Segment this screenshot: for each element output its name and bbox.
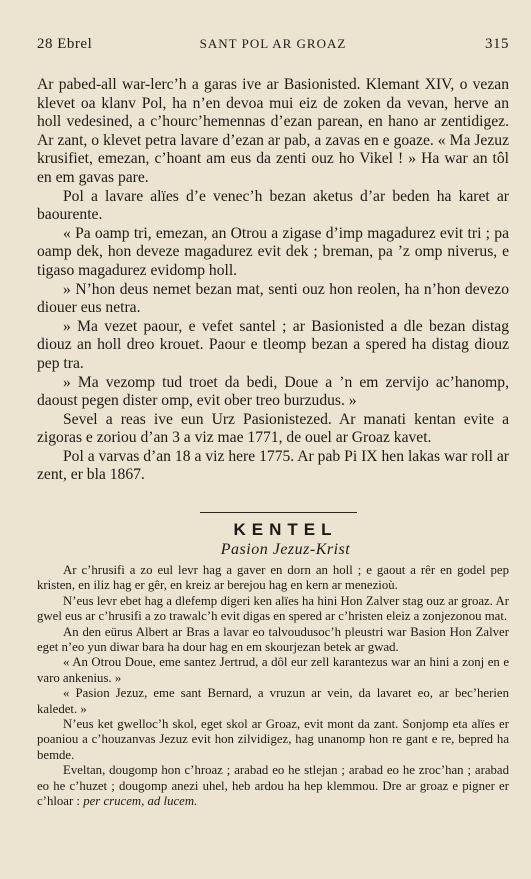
latin-motto: per crucem, ad lucem.	[83, 794, 198, 809]
section-divider	[200, 512, 357, 513]
paragraph: » N’hon deus nemet bezan mat, senti ouz hon reolen, ha n’hon devezo diouer eus netra.	[37, 280, 509, 317]
lesson-paragraph: N’eus levr ebet hag a dlefemp digeri ken alïes ha hini Hon Zalver stag ouz ar groaz. Ar gwel eus ar c’hrusifi a zo trawalc’h evit digas en spered ar c’hristen eleiz a zonjezonou mat.	[37, 593, 509, 624]
lesson-paragraph: Ar c’hrusifi a zo eul levr hag a gaver en dorn an holl ; e gaout a rêr en godel pep kristen, en iliz hag er gêr, en kreiz ar berejou hag en kern ar menezioù.	[37, 563, 509, 593]
lesson-paragraph: An den eürus Albert ar Bras a lavar eo talvoudusoc’h pleustri war Basion Hon Zalver eget n’eo yun diwar bara ha dour hag en em skourjezan betek ar gwad.	[37, 624, 509, 655]
lesson-paragraph: « Pasion Jezuz, eme sant Bernard, a vruzun ar vein, da lavaret eo, ar bec’herien kaledet. »	[37, 686, 509, 716]
paragraph: » Ma vezet paour, e vefet santel ; ar Basionisted a dle bezan distag diouz an holl dreo krouet. Paour e tleomp bezan a spered ha distag diouz pep tra.	[37, 317, 509, 372]
page-number: 315	[485, 36, 509, 52]
paragraph: » Ma vezomp tud troet da bedi, Doue a ’n em zervijo ac’hanomp, daoust pegen dister omp, evit ober treo burzudus. »	[37, 373, 509, 410]
main-text	[37, 76, 509, 485]
paragraph: Ar pabed-all war-lerc’h a garas ive ar Basionisted. Klemant XIV, o vezan klevet oa klanv Pol, ha n’en devoa mui eiz de zoken da vevan, herve an holl vedesined, a c’hourc’hemennas d’ezan parean, en hano ar zentidigez. Ar zant, o klevet petra lavare d’ezan ar pab, a zavas en e goaze. « Ma Jezuz krusifiet, emezan, c’hoant am eus da zenti ouz ho Vikel ! » Ha war an tôl en em gavas pare.	[37, 76, 509, 186]
lesson-text	[37, 563, 509, 810]
paragraph: Pol a lavare alïes d’e venec’h bezan aketus d’ar beden ha karet ar baourente.	[37, 187, 509, 224]
lesson-paragraph	[37, 763, 509, 809]
paragraph: Pol a varvas d’an 18 a viz here 1775. Ar pab Pi IX hen lakas war roll ar zent, er bla 1867.	[37, 447, 509, 484]
paragraph: « Pa oamp tri, emezan, an Otrou a zigase d’imp magadurez evit tri ; pa oamp dek, hon deveze magadurez evit dek ; breman, pa ’z omp niverus, e tigaso magadurez evidomp holl.	[37, 224, 509, 279]
header-date: 28 Ebrel	[37, 36, 93, 52]
running-header	[37, 36, 509, 56]
lesson-paragraph-text: Eveltan, dougomp hon c’hroaz ; arabad eo he stlejan ; arabad eo he zroc’han ; arabad eo he c’huzet ; dougomp anezi uhel, heb ardou ha hep klemmou. Dre ar groaz e pigner er c’hloar :	[37, 763, 509, 809]
section-subtitle: Pasion Jezuz-Krist	[220, 541, 351, 558]
lesson-paragraph: « An Otrou Doue, eme santez Jertrud, a dôl eur zell karantezus war an hini a zonj en e varo ankenius. »	[37, 655, 509, 685]
lesson-paragraph: N’eus ket gwelloc’h skol, eget skol ar Groaz, evit mont da zant. Sonjomp eta alïes er poaniou a c’houzanvas Jezuz evit hon zilvidigez, hag unanomp hon re gant e re, bepred ha bemde.	[37, 717, 509, 762]
header-title: SANT POL AR GROAZ	[199, 36, 347, 51]
paragraph: Sevel a reas ive eun Urz Pasionistezed. Ar manati kentan evite a zigoras e zoriou d’an 3 a viz mae 1771, de ouel ar Groaz kavet.	[37, 410, 509, 447]
section-heading: KENTEL	[233, 520, 338, 539]
